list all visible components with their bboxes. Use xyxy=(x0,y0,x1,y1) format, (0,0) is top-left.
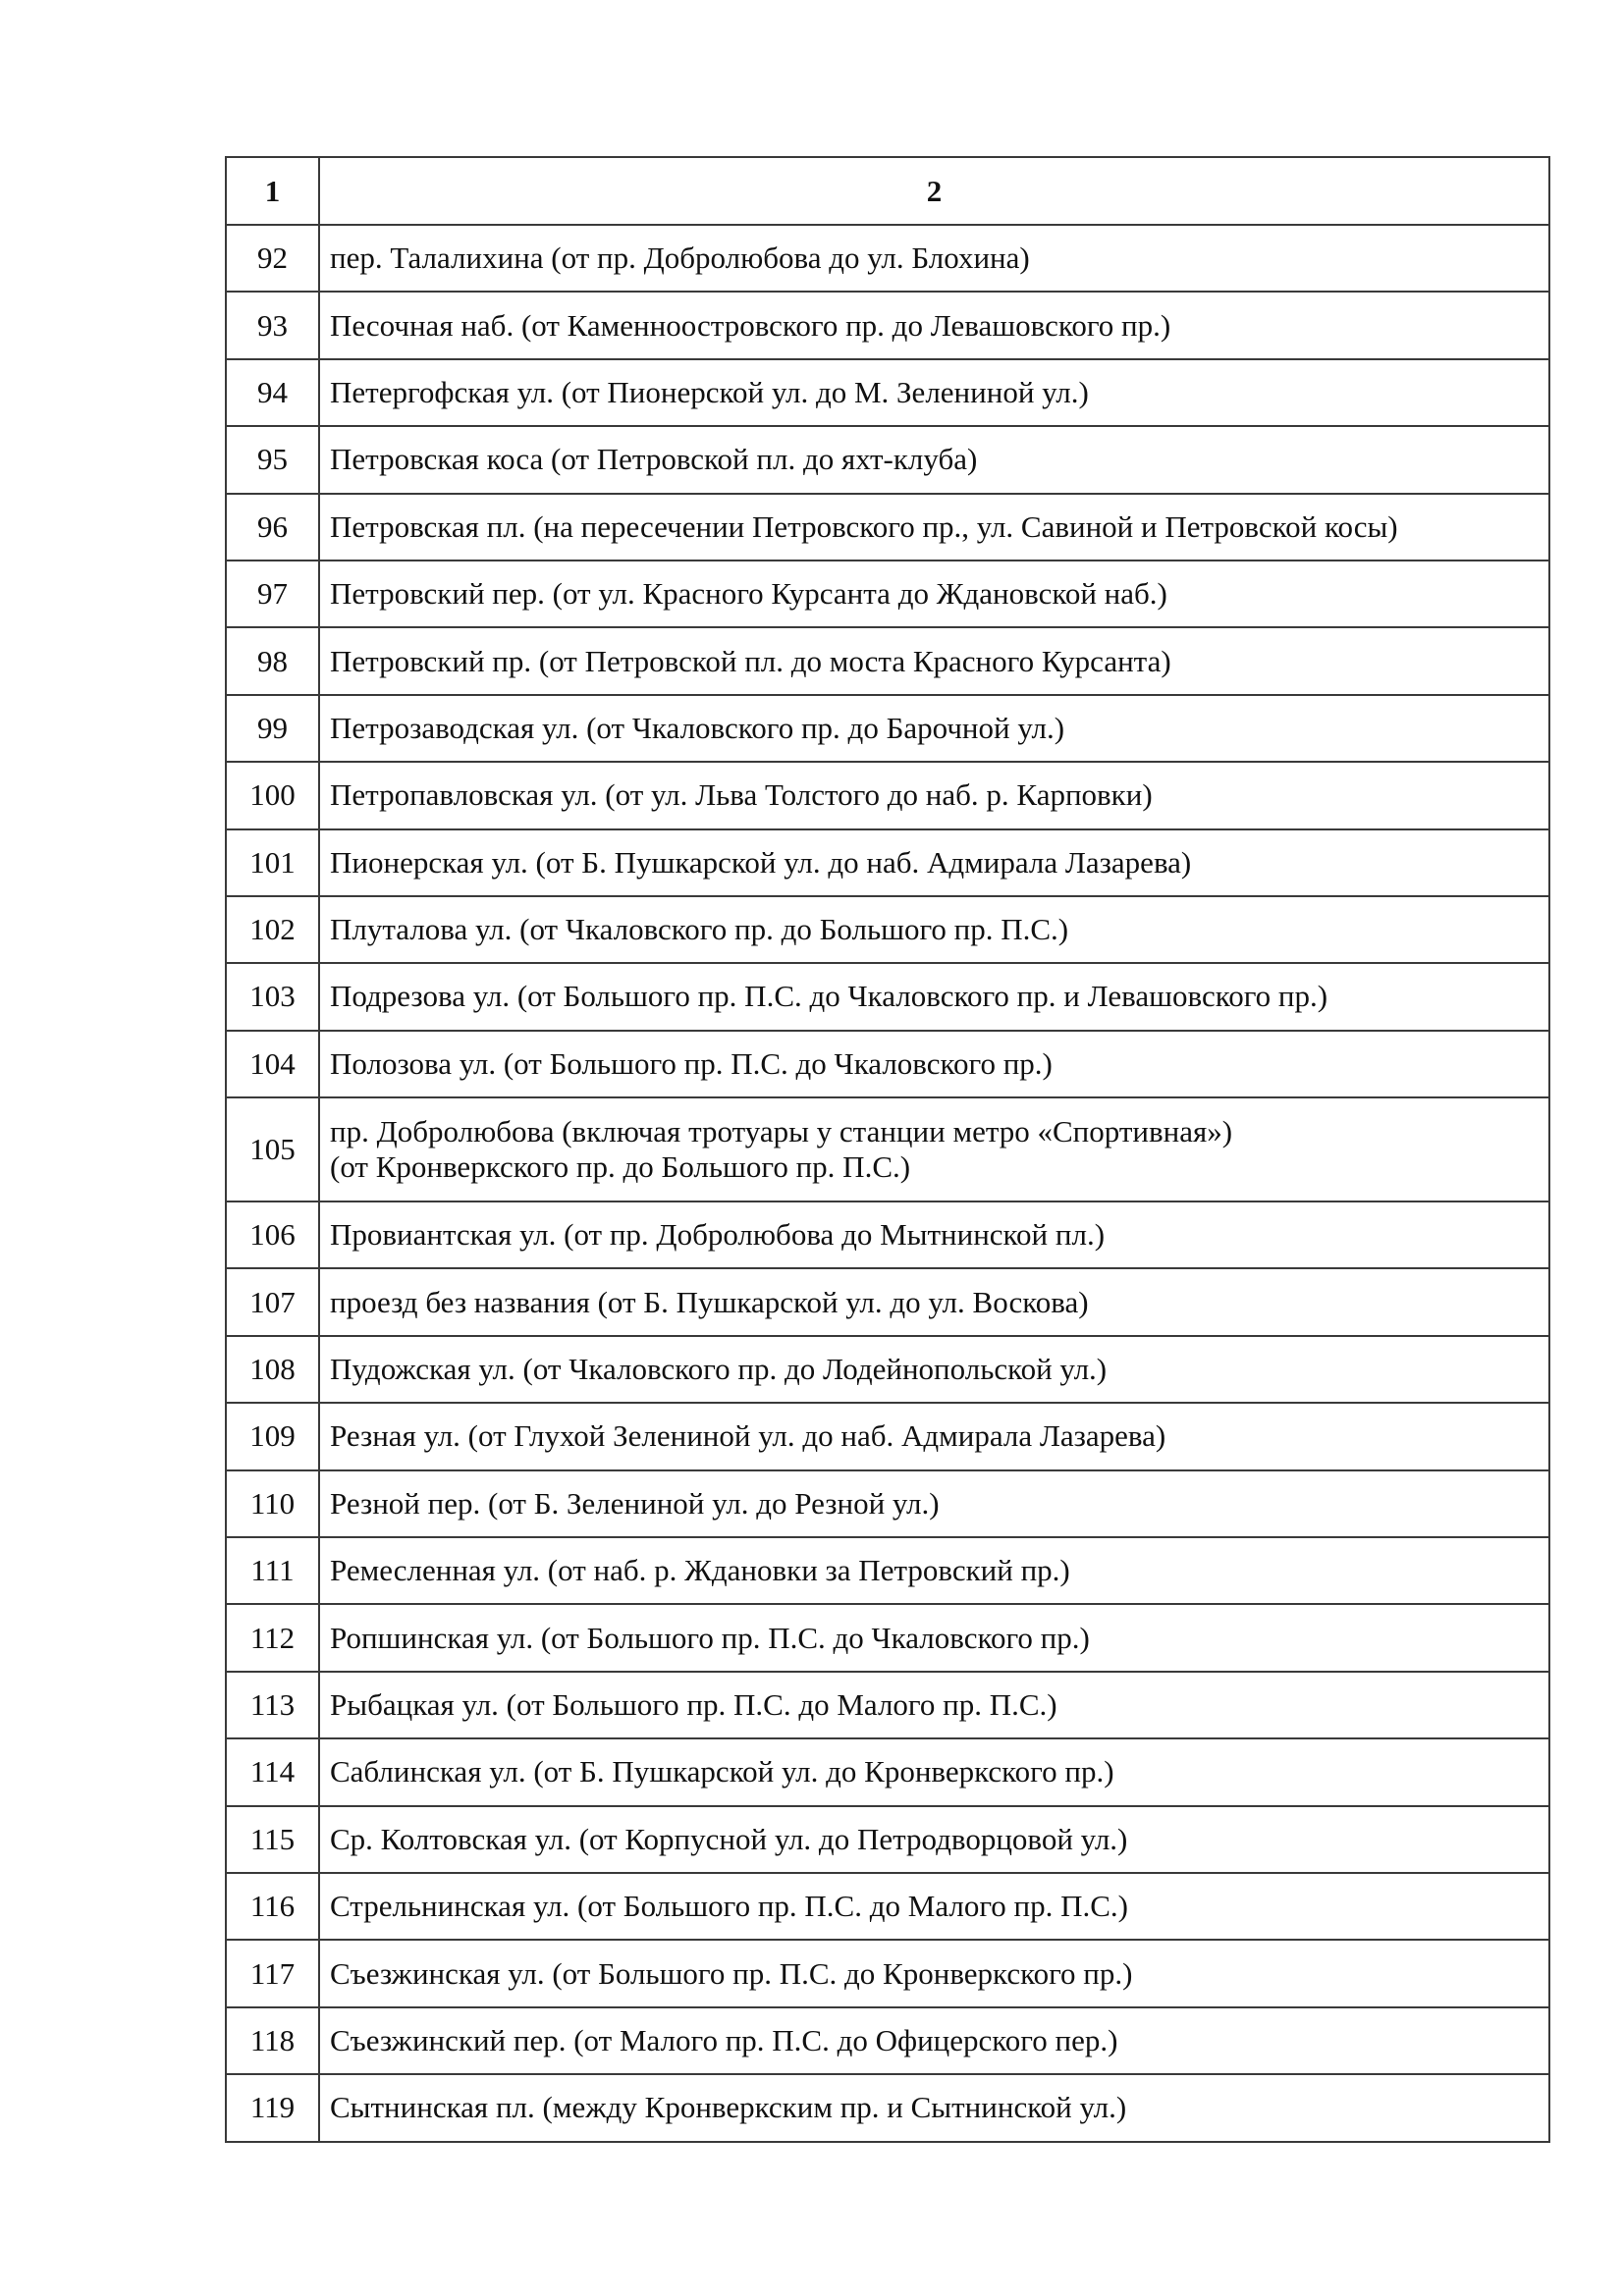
row-number: 95 xyxy=(226,426,319,493)
row-number: 117 xyxy=(226,1940,319,2006)
table-row xyxy=(226,1031,1549,1097)
row-number: 92 xyxy=(226,225,319,292)
row-number: 105 xyxy=(226,1097,319,1201)
street-description xyxy=(319,426,1549,493)
row-number: 103 xyxy=(226,963,319,1030)
street-description-line: Сытнинская пл. (между Кронверкским пр. и Сытнинской ул.) xyxy=(330,2090,1127,2125)
street-description xyxy=(319,1403,1549,1469)
street-description xyxy=(319,225,1549,292)
street-description xyxy=(319,494,1549,561)
street-description xyxy=(319,2007,1549,2074)
street-description xyxy=(319,1806,1549,1873)
table-row xyxy=(226,292,1549,358)
row-number: 94 xyxy=(226,359,319,426)
table-body xyxy=(226,225,1549,2142)
table-row xyxy=(226,1403,1549,1469)
street-description-line: Петрозаводская ул. (от Чкаловского пр. до Барочной ул.) xyxy=(330,710,1065,745)
row-number: 115 xyxy=(226,1806,319,1873)
street-description xyxy=(319,1604,1549,1671)
table-row xyxy=(226,896,1549,963)
street-description-line: Саблинская ул. (от Б. Пушкарской ул. до Кронверкского пр.) xyxy=(330,1754,1114,1789)
row-number: 116 xyxy=(226,1873,319,1940)
row-number: 114 xyxy=(226,1738,319,1805)
street-description xyxy=(319,627,1549,694)
row-number: 96 xyxy=(226,494,319,561)
row-number: 104 xyxy=(226,1031,319,1097)
table-row xyxy=(226,762,1549,828)
street-description-line: Рыбацкая ул. (от Большого пр. П.С. до Малого пр. П.С.) xyxy=(330,1687,1057,1722)
street-description-line: Резной пер. (от Б. Зелениной ул. до Резной ул.) xyxy=(330,1485,940,1521)
street-description-line: пер. Талалихина (от пр. Добролюбова до ул. Блохина) xyxy=(330,240,1030,276)
street-description xyxy=(319,1672,1549,1738)
street-description xyxy=(319,1470,1549,1537)
table-row xyxy=(226,2007,1549,2074)
table-row xyxy=(226,1806,1549,1873)
table-row xyxy=(226,1604,1549,1671)
table-row xyxy=(226,359,1549,426)
street-description-line: Плуталова ул. (от Чкаловского пр. до Большого пр. П.С.) xyxy=(330,912,1069,947)
row-number: 118 xyxy=(226,2007,319,2074)
street-description-line: Провиантская ул. (от пр. Добролюбова до Мытнинской пл.) xyxy=(330,1217,1106,1253)
street-description-line: пр. Добролюбова (включая тротуары у станции метро «Спортивная») xyxy=(330,1114,1233,1149)
row-number: 100 xyxy=(226,762,319,828)
row-number: 107 xyxy=(226,1268,319,1335)
table-row xyxy=(226,494,1549,561)
table-row xyxy=(226,695,1549,762)
row-number: 99 xyxy=(226,695,319,762)
street-description-line: Подрезова ул. (от Большого пр. П.С. до Чкаловского пр. и Левашовского пр.) xyxy=(330,979,1328,1014)
table-row xyxy=(226,1940,1549,2006)
street-description xyxy=(319,1336,1549,1403)
table-row xyxy=(226,1336,1549,1403)
row-number: 113 xyxy=(226,1672,319,1738)
street-description-line: Пионерская ул. (от Б. Пушкарской ул. до наб. Адмирала Лазарева) xyxy=(330,844,1192,880)
street-description xyxy=(319,1268,1549,1335)
row-number: 108 xyxy=(226,1336,319,1403)
street-description xyxy=(319,292,1549,358)
street-description xyxy=(319,762,1549,828)
street-description-line: Полозова ул. (от Большого пр. П.С. до Чкаловского пр.) xyxy=(330,1045,1053,1081)
table-row xyxy=(226,2074,1549,2141)
street-description-line: (от Кронверкского пр. до Большого пр. П.С.) xyxy=(330,1149,911,1185)
row-number: 112 xyxy=(226,1604,319,1671)
table-row xyxy=(226,561,1549,627)
street-description xyxy=(319,2074,1549,2141)
street-description xyxy=(319,359,1549,426)
row-number: 93 xyxy=(226,292,319,358)
street-description xyxy=(319,829,1549,896)
street-description-line: Петровский пер. (от ул. Красного Курсанта до Ждановской наб.) xyxy=(330,576,1167,612)
street-description-line: Петропавловская ул. (от ул. Льва Толстого до наб. р. Карповки) xyxy=(330,777,1153,813)
street-description-line: Петровский пр. (от Петровской пл. до моста Красного Курсанта) xyxy=(330,643,1171,678)
table-header-row xyxy=(226,157,1549,225)
street-description-line: Съезжинский пер. (от Малого пр. П.С. до Офицерского пер.) xyxy=(330,2022,1118,2057)
table-row xyxy=(226,1738,1549,1805)
table-row xyxy=(226,627,1549,694)
street-description xyxy=(319,1537,1549,1604)
street-description-line: Петровская пл. (на пересечении Петровского пр., ул. Савиной и Петровской косы) xyxy=(330,508,1398,544)
street-description-line: Петровская коса (от Петровской пл. до яхт-клуба) xyxy=(330,442,978,477)
table-row xyxy=(226,1672,1549,1738)
street-description-line: Стрельнинская ул. (от Большого пр. П.С. до Малого пр. П.С.) xyxy=(330,1889,1128,1924)
table-row xyxy=(226,225,1549,292)
street-description xyxy=(319,695,1549,762)
street-description xyxy=(319,963,1549,1030)
column-header-number: 1 xyxy=(226,157,319,225)
row-number: 106 xyxy=(226,1201,319,1268)
table-row xyxy=(226,426,1549,493)
street-description-line: Съезжинская ул. (от Большого пр. П.С. до Кронверкского пр.) xyxy=(330,1955,1133,1991)
row-number: 101 xyxy=(226,829,319,896)
street-description-line: Резная ул. (от Глухой Зелениной ул. до наб. Адмирала Лазарева) xyxy=(330,1418,1166,1454)
row-number: 102 xyxy=(226,896,319,963)
table-row xyxy=(226,1537,1549,1604)
street-list-table xyxy=(225,156,1550,2143)
street-description-line: Песочная наб. (от Каменноостровского пр. до Левашовского пр.) xyxy=(330,307,1171,343)
street-description xyxy=(319,1873,1549,1940)
street-description-line: Ропшинская ул. (от Большого пр. П.С. до Чкаловского пр.) xyxy=(330,1620,1090,1655)
table-row xyxy=(226,1097,1549,1201)
table-row xyxy=(226,963,1549,1030)
street-description xyxy=(319,1031,1549,1097)
row-number: 97 xyxy=(226,561,319,627)
row-number: 110 xyxy=(226,1470,319,1537)
table-row xyxy=(226,1470,1549,1537)
street-description xyxy=(319,1940,1549,2006)
street-description-line: Ср. Колтовская ул. (от Корпусной ул. до Петродворцовой ул.) xyxy=(330,1821,1128,1856)
street-description xyxy=(319,561,1549,627)
table-row xyxy=(226,1873,1549,1940)
street-description-line: Пудожская ул. (от Чкаловского пр. до Лодейнопольской ул.) xyxy=(330,1352,1108,1387)
street-description xyxy=(319,1738,1549,1805)
table-row xyxy=(226,829,1549,896)
column-header-street: 2 xyxy=(319,157,1549,225)
street-description-line: Ремесленная ул. (от наб. р. Ждановки за Петровский пр.) xyxy=(330,1553,1070,1588)
street-description xyxy=(319,896,1549,963)
street-description-line: проезд без названия (от Б. Пушкарской ул. до ул. Воскова) xyxy=(330,1284,1089,1319)
table-row xyxy=(226,1201,1549,1268)
street-description xyxy=(319,1097,1549,1201)
table-row xyxy=(226,1268,1549,1335)
street-description xyxy=(319,1201,1549,1268)
row-number: 109 xyxy=(226,1403,319,1469)
row-number: 111 xyxy=(226,1537,319,1604)
street-description-line: Петергофская ул. (от Пионерской ул. до М. Зелениной ул.) xyxy=(330,374,1089,409)
row-number: 98 xyxy=(226,627,319,694)
row-number: 119 xyxy=(226,2074,319,2141)
